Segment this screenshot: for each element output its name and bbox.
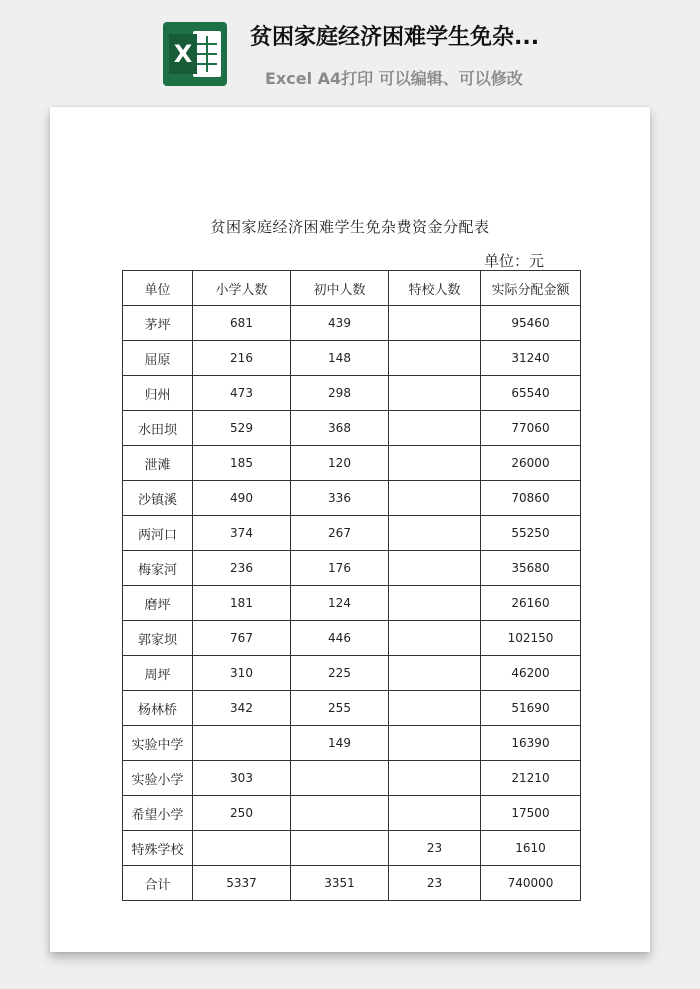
table-cell: 267	[291, 516, 389, 551]
table-cell: 767	[193, 621, 291, 656]
table-cell: 473	[193, 376, 291, 411]
table-cell: 65540	[481, 376, 581, 411]
table-cell: 23	[389, 866, 481, 901]
table-row	[123, 376, 581, 411]
table-cell: 310	[193, 656, 291, 691]
table-row	[123, 691, 581, 726]
table-cell	[389, 691, 481, 726]
table-cell: 周坪	[123, 656, 193, 691]
table-cell	[291, 796, 389, 831]
table-cell: 303	[193, 761, 291, 796]
table-cell: 255	[291, 691, 389, 726]
table-cell: 16390	[481, 726, 581, 761]
column-header: 特校人数	[389, 271, 481, 306]
table-cell: 实验中学	[123, 726, 193, 761]
table-cell	[389, 761, 481, 796]
table-cell: 336	[291, 481, 389, 516]
table-cell: 21210	[481, 761, 581, 796]
table-row	[123, 831, 581, 866]
column-header: 实际分配金额	[481, 271, 581, 306]
excel-icon	[163, 22, 227, 86]
table-cell: 46200	[481, 656, 581, 691]
column-header: 小学人数	[193, 271, 291, 306]
table-cell: 23	[389, 831, 481, 866]
table-cell: 490	[193, 481, 291, 516]
table-cell: 水田坝	[123, 411, 193, 446]
table-cell: 沙镇溪	[123, 481, 193, 516]
table-cell: 泄滩	[123, 446, 193, 481]
table-cell: 希望小学	[123, 796, 193, 831]
table-cell: 225	[291, 656, 389, 691]
table-cell	[389, 446, 481, 481]
file-subtitle: Excel A4打印 可以编辑、可以修改	[265, 69, 523, 88]
table-cell	[291, 831, 389, 866]
table-cell	[389, 481, 481, 516]
table-cell	[389, 341, 481, 376]
allocation-table	[122, 270, 581, 901]
table-cell: 181	[193, 586, 291, 621]
table-cell: 342	[193, 691, 291, 726]
table-cell: 120	[291, 446, 389, 481]
table-cell	[193, 726, 291, 761]
table-cell	[389, 551, 481, 586]
table-cell: 茅坪	[123, 306, 193, 341]
table-cell: 236	[193, 551, 291, 586]
table-cell: 磨坪	[123, 586, 193, 621]
table-row	[123, 411, 581, 446]
table-cell: 216	[193, 341, 291, 376]
document-page	[50, 107, 650, 952]
table-cell: 176	[291, 551, 389, 586]
table-cell	[291, 761, 389, 796]
column-header: 单位	[123, 271, 193, 306]
table-row	[123, 761, 581, 796]
table-row	[123, 551, 581, 586]
table-cell: 55250	[481, 516, 581, 551]
table-row	[123, 481, 581, 516]
table-row	[123, 586, 581, 621]
table-cell: 郭家坝	[123, 621, 193, 656]
spreadsheet-grid-icon	[193, 31, 221, 77]
table-cell: 529	[193, 411, 291, 446]
table-cell: 740000	[481, 866, 581, 901]
table-cell: 17500	[481, 796, 581, 831]
file-title: 贫困家庭经济困难学生免杂...	[250, 25, 540, 50]
table-cell: 26000	[481, 446, 581, 481]
table-cell	[389, 621, 481, 656]
table-header-row	[123, 271, 581, 306]
table-cell: 合计	[123, 866, 193, 901]
table-row	[123, 516, 581, 551]
table-cell: 两河口	[123, 516, 193, 551]
table-cell: 31240	[481, 341, 581, 376]
table-cell: 439	[291, 306, 389, 341]
table-cell	[193, 831, 291, 866]
column-header: 初中人数	[291, 271, 389, 306]
table-cell	[389, 726, 481, 761]
table-cell: 1610	[481, 831, 581, 866]
table-cell: 185	[193, 446, 291, 481]
table-cell: 杨林桥	[123, 691, 193, 726]
excel-x-icon: X	[169, 34, 197, 74]
table-cell: 298	[291, 376, 389, 411]
table-row	[123, 796, 581, 831]
table-cell: 148	[291, 341, 389, 376]
table-cell: 95460	[481, 306, 581, 341]
table-cell: 5337	[193, 866, 291, 901]
table-cell: 归州	[123, 376, 193, 411]
table-cell: 77060	[481, 411, 581, 446]
table-cell	[389, 656, 481, 691]
table-cell: 3351	[291, 866, 389, 901]
table-row	[123, 446, 581, 481]
table-row	[123, 726, 581, 761]
table-cell: 368	[291, 411, 389, 446]
table-cell: 124	[291, 586, 389, 621]
table-cell	[389, 516, 481, 551]
document-title: 贫困家庭经济困难学生免杂费资金分配表	[210, 218, 490, 236]
table-row	[123, 341, 581, 376]
table-cell: 特殊学校	[123, 831, 193, 866]
preview-header	[0, 0, 700, 106]
table-cell	[389, 306, 481, 341]
table-row	[123, 306, 581, 341]
table-cell: 250	[193, 796, 291, 831]
table-cell: 35680	[481, 551, 581, 586]
table-row	[123, 656, 581, 691]
table-cell	[389, 586, 481, 621]
table-cell: 实验小学	[123, 761, 193, 796]
table-cell: 374	[193, 516, 291, 551]
table-cell	[389, 376, 481, 411]
table-cell: 屈原	[123, 341, 193, 376]
table-cell	[389, 796, 481, 831]
table-cell: 681	[193, 306, 291, 341]
table-row	[123, 621, 581, 656]
table-cell: 446	[291, 621, 389, 656]
table-cell: 26160	[481, 586, 581, 621]
table-cell: 51690	[481, 691, 581, 726]
table-cell: 梅家河	[123, 551, 193, 586]
table-cell: 149	[291, 726, 389, 761]
unit-label: 单位：元	[484, 252, 545, 270]
table-cell: 102150	[481, 621, 581, 656]
table-cell	[389, 411, 481, 446]
table-cell: 70860	[481, 481, 581, 516]
table-total-row	[123, 866, 581, 901]
